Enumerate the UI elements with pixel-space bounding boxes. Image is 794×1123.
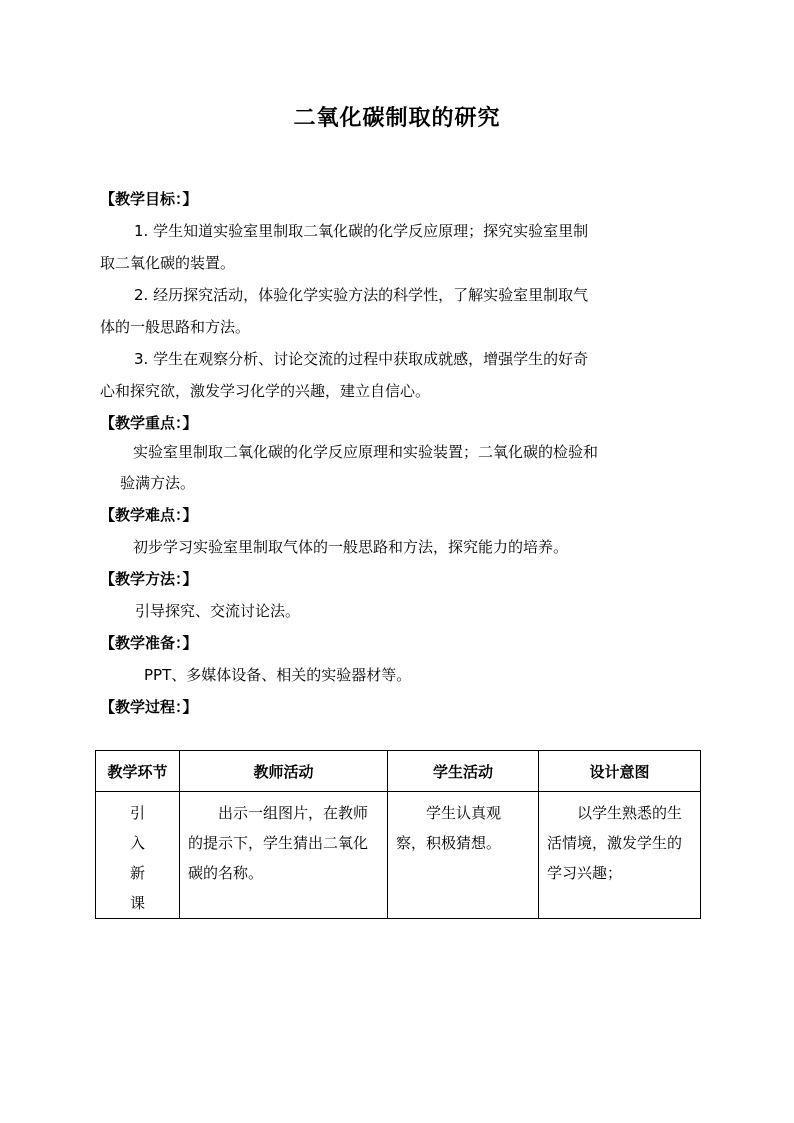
- header-stage: 教学环节: [96, 751, 180, 792]
- table-row: [96, 792, 701, 919]
- process-heading: 【教学过程：】: [100, 698, 198, 716]
- process-table: [95, 750, 701, 919]
- objective-1-line1: 1. 学生知道实验室里制取二氧化碳的化学反应原理；探究实验室里制: [134, 222, 589, 240]
- stage-char: 新: [129, 864, 145, 882]
- stage-cell: [96, 792, 180, 919]
- header-design-intent: 设计意图: [539, 751, 701, 792]
- methods-heading: 【教学方法：】: [100, 570, 198, 588]
- design-intent-cell: 以学生熟悉的生活情境，激发学生的学习兴趣；: [539, 792, 701, 919]
- header-teacher-activity: 教师活动: [180, 751, 388, 792]
- header-student-activity: 学生活动: [388, 751, 539, 792]
- document-title: 二氧化碳制取的研究: [293, 106, 501, 131]
- stage-char: 引: [129, 804, 145, 822]
- key-points-heading: 【教学重点：】: [100, 414, 198, 432]
- objective-3-line2: 心和探究欲，激发学习化学的兴趣，建立自信心。: [100, 382, 431, 400]
- difficulties-heading: 【教学难点：】: [100, 506, 198, 524]
- preparation-text: PPT、多媒体设备、相关的实验器材等。: [144, 666, 412, 684]
- teacher-activity-cell: 出示一组图片，在教师的提示下，学生猜出二氧化碳的名称。: [180, 792, 388, 919]
- objective-3-line1: 3. 学生在观察分析、讨论交流的过程中获取成就感，增强学生的好奇: [134, 350, 589, 368]
- difficulties-text: 初步学习实验室里制取气体的一般思路和方法，探究能力的培养。: [133, 538, 569, 556]
- objective-2-line1: 2. 经历探究活动，体验化学实验方法的科学性，了解实验室里制取气: [134, 286, 589, 304]
- stage-char: 课: [129, 894, 145, 912]
- key-points-line2: 验满方法。: [120, 474, 196, 492]
- preparation-heading: 【教学准备：】: [100, 634, 198, 652]
- objectives-heading: 【教学目标：】: [100, 190, 198, 208]
- table-header-row: [96, 751, 701, 792]
- stage-char: 入: [129, 834, 145, 852]
- student-activity-cell: 学生认真观察，积极猜想。: [388, 792, 539, 919]
- key-points-line1: 实验室里制取二氧化碳的化学反应原理和实验装置；二氧化碳的检验和: [133, 443, 599, 461]
- objective-1-line2: 取二氧化碳的装置。: [100, 254, 236, 272]
- objective-2-line2: 体的一般思路和方法。: [100, 318, 251, 336]
- methods-text: 引导探究、交流讨论法。: [135, 602, 301, 620]
